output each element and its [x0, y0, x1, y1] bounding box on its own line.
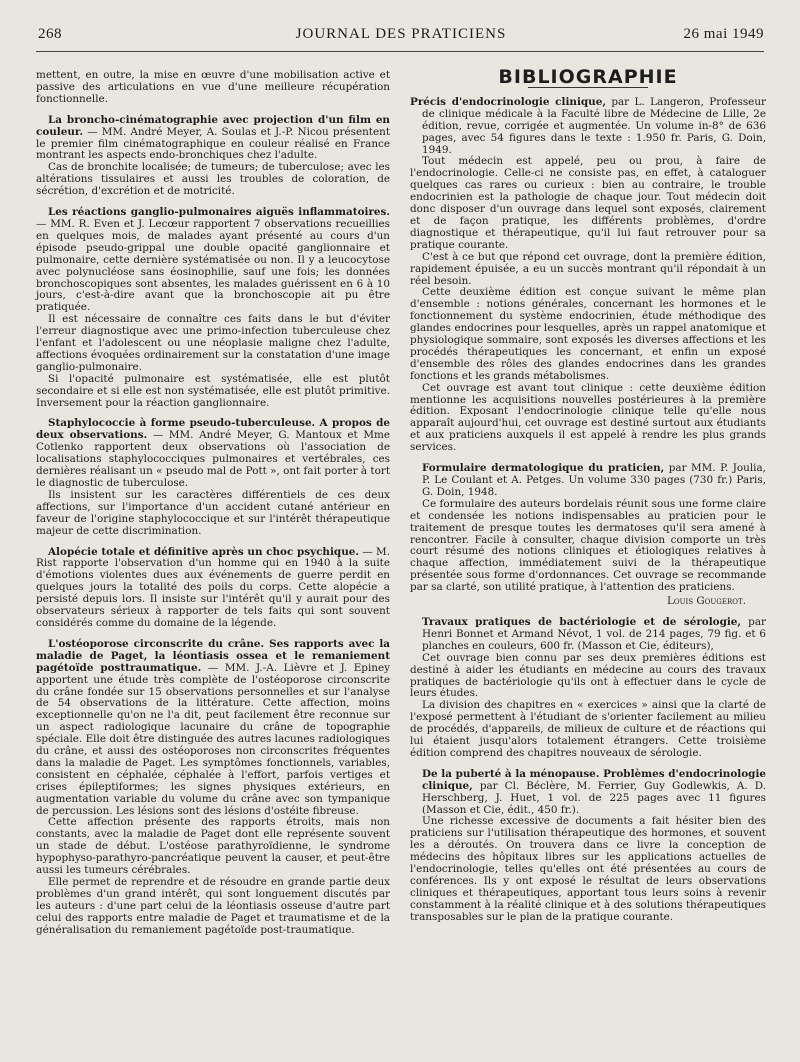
review-paragraph: La division des chapitres en « exercices » ainsi que la clarté de l'exposé permettent à l'étudiant de s'orienter facilement au milieu de procédés, d'appareils, de milieux de culture et de réactions qui lui étaient jusqu'alors totalement étrangers. Cette troisième édition comprend des chapitres nouveaux de sérologie.: [410, 699, 766, 759]
page-number: 268: [38, 26, 62, 42]
section-title: BIBLIOGRAPHIE: [498, 66, 678, 88]
review-paragraph: Cet ouvrage bien connu par ses deux premières éditions est destiné à aider les étudiants en médecine au cours des travaux pratiques de bactériologie qu'ils ont à effectuer dans le cycle de leurs études.: [410, 651, 766, 700]
article-body: — MM. R. Even et J. Lecœur rapportent 7 observations recueillies en quelques mois, de malades ayant présenté au cours d'un épisode pseudo-grippal une double opacité ganglionnaire et pulmonaire, cette dernière systématisée ou non. Il y a leucocytose avec polynucléose sans éosinophilie, sauf une fois; les données bronchoscopiques sont absentes, les malades guérissent en 6 à 10 jours, c'est-à-dire avant que la bronchoscopie ait pu être pratiquée.: [36, 217, 390, 314]
article-paragraph: Elle permet de reprendre et de résoudre en grande partie deux problèmes d'un grand intérêt, qui sont longuement discutés par les auteurs : d'une part celui de la léontiasis osseuse d'autre part celui des rapports entre maladie de Paget et traumatisme et de la généralisation du remaniement pagétoïde post-traumatique.: [36, 876, 390, 936]
review-paragraph: Une richesse excessive de documents a fait hésiter bien des praticiens sur l'utilisation thérapeutique des hormones, et souvent les a déroutés. On trouvera dans ce livre la conception de médecins des hôpitaux libres sur les applications actuelles de l'endocrinologie, telles qu'elles ont été présentées au cours de conférences. Ils y ont exposé le résultat de leurs observations cliniques et thérapeutiques, apportant tous leurs soins à revenir constamment à la réalité clinique et à des solutions thérapeutiques transposables sur le plan de la pratique courante.: [410, 815, 766, 923]
book-title: Formulaire dermatologique du praticien,: [422, 462, 665, 475]
article-title: Staphylococcie à forme pseudo-tuberculeuse. A propos de deux observations.: [36, 417, 390, 442]
bibliography-entry-bacteriologie: [410, 617, 766, 760]
article-title: Alopécie totale et définitive après un choc psychique.: [48, 545, 359, 558]
article-body: — M. Rist rapporte l'observation d'un homme qui en 1940 à la suite d'émotions violentes dues aux événements de guerre perdit en quelques jours la totalité des poils du corps. Cette alopécie a persisté depuis lors. Il insiste sur l'intérêt qu'il y aurait pour des observateurs sérieux à rapporter de tels faits qui sont souvent considérés comme du domaine de la légende.: [36, 545, 390, 629]
review-paragraph: Ce formulaire des auteurs bordelais réunit sous une forme claire et condensée les notions indispensables au praticien pour le traitement de presque toutes les dermatoses qu'il sera amené à rencontrer. Facile à consulter, chaque division comporte un très court résumé des notions cliniques et étiologiques relatives à chaque affection, immédiatement suivi de la thérapeutique présentée sous forme d'ordonnances. Cet ouvrage se recommande par sa clarté, son utilité pratique, à l'attention des praticiens.: [410, 497, 766, 594]
article-paragraph: Cas de bronchite localisée; de tumeurs; de tuberculose; avec les altérations tissulaires et aussi les troubles de coloration, de sécrétion, d'excrétion et de motricité.: [36, 161, 390, 198]
article-title: L'ostéoporose circonscrite du crâne. Ses rapports avec la maladie de Paget, la léontiasis ossea et le remaniement pagétoïde posttraumatique.: [36, 637, 390, 674]
article-title: Les réactions ganglio-pulmonaires aiguës inflammatoires.: [48, 206, 390, 219]
article-staphylococcie: [36, 418, 390, 537]
article-reactions-ganglio-pulmonaires: [36, 207, 390, 409]
article-broncho-cinematographie: [36, 115, 390, 198]
review-paragraph: Cet ouvrage est avant tout clinique : cette deuxième édition mentionne les acquisitions nouvelles postérieures à la première édition. Exposant l'endocrinologie clinique telle qu'elle nous apparaît aujourd'hui, cet ouvrage est destiné surtout aux étudiants et aux praticiens auxquels il est appelé à rendre les plus grands services.: [410, 381, 766, 454]
right-column: [410, 66, 766, 924]
book-reference: par MM. P. Joulia, P. Le Coulant et A. Petges. Un volume 330 pages (730 fr.) Paris, G. Doin, 1948.: [422, 462, 766, 498]
intro-paragraph: mettent, en outre, la mise en œuvre d'une mobilisation active et passive des articulations en vue d'une meilleure récupération fonctionnelle.: [36, 69, 390, 105]
article-paragraph: Ils insistent sur les caractères différentiels de ces deux affections, sur l'importance d'un accident cutané antérieur en faveur de l'origine staphylococcique et sur l'intérêt thérapeutique majeur de cette discrimination.: [36, 488, 390, 537]
article-paragraph: Si l'opacité pulmonaire est systématisée, elle est plutôt secondaire et si elle est non systématisée, elle est plutôt primitive. Inversement pour la réaction ganglionnaire.: [36, 372, 390, 409]
review-paragraph: Cette deuxième édition est conçue suivant le même plan d'ensemble : notions générales, concernant les hormones et le fonctionnement du système endocrinien, étude méthodique des glandes endocrines pour lesquelles, après un rappel anatomique et physiologique sommaire, sont exposés les diverses affections et les procédés thérapeutiques les concernant, et enfin un exposé d'ensemble des rôles des glandes endocrines dans les grandes fonctions et les grands métabolismes.: [410, 286, 766, 382]
book-title: Travaux pratiques de bactériologie et de sérologie,: [422, 615, 742, 628]
article-paragraph: Il est nécessaire de connaître ces faits dans le but d'éviter l'erreur diagnostique avec une primo-infection tuberculeuse chez l'enfant et l'adolescent ou une néoplasie maligne chez l'adulte, affections évoquées ordinairement sur la constatation d'une image ganglio-pulmonaire.: [36, 313, 390, 373]
review-paragraph: Tout médecin est appelé, peu ou prou, à faire de l'endocrinologie. Celle-ci ne consiste pas, en effet, à cataloguer quelques cas rares ou curieux : bien au contraire, le trouble endocrinien est la pathologie de chaque jour. Tout médecin doit donc disposer d'un ouvrage dans lequel sont exposés, clairement et de façon pratique, les différents problèmes, d'ordre diagnostique et thérapeutique, qu'il lui faut retrouver pour sa pratique courante.: [410, 155, 766, 251]
book-title: De la puberté à la ménopause. Problèmes d'endocrinologie clinique,: [422, 767, 766, 792]
issue-date: 26 mai 1949: [683, 26, 764, 42]
bibliography-entry-endocrinologie: [410, 97, 766, 454]
article-title: La broncho-cinématographie avec projection d'un film en couleur.: [36, 113, 390, 138]
article-paragraph: Cette affection présente des rapports étroits, mais non constants, avec la maladie de Paget dont elle représente souvent un stade de début. L'ostéose parathyroïdienne, le syndrome hypophyso-parathyro-pancréatique peuvent la causer, et peut-être aussi les tumeurs cérébrales.: [36, 816, 390, 877]
book-reference: par L. Langeron, Professeur de clinique médicale à la Faculté libre de Médecine de Lille, 2e édition, revue, corrigée et augmentée. Un volume in-8° de 636 pages, avec 54 figures dans le texte : 1.950 fr. Paris, G. Doin, 1949.: [422, 95, 766, 156]
book-reference: par Henri Bonnet et Armand Névot, 1 vol. de 214 pages, 79 fig. et 6 planches en couleurs, 600 fr. (Masson et Cie, éditeurs),: [422, 615, 766, 652]
article-osteoporose: [36, 639, 390, 937]
book-reference: par Cl. Béclère, M. Ferrier, Guy Godlewkis, A. D. Herschberg, J. Huet, 1 vol. de 225 pages avec 11 figures (Masson et Cie, édit., 450 fr.).: [422, 779, 766, 816]
header-rule: [36, 51, 764, 52]
left-column: [36, 70, 390, 937]
article-body: — MM. André Meyer, G. Mantoux et Mme Cotlenko rapportent deux observations où l'association de localisations staphylococciques pulmonaires et vertébrales, ces dernières réalisant un « pseudo mal de Pott », ont fait porter à tort le diagnostic de tuberculose.: [36, 429, 390, 489]
article-alopecie: [36, 547, 390, 630]
journal-title: JOURNAL DES PRATICIENS: [295, 26, 507, 42]
review-signature: Louis Gougerot.: [666, 595, 746, 608]
bibliography-entry-dermatologie: [410, 463, 766, 608]
article-body: — MM. André Meyer, A. Soulas et J.-P. Nicou présentent le premier film cinématographique en couleur réalisé en France montrant les aspects endo-bronchiques chez l'adulte.: [36, 125, 390, 162]
article-body: — MM. J.-A. Lièvre et J. Epiney apportent une étude très complète de l'ostéoporose circonscrite du crâne fondée sur 15 observations personnelles et sur l'analyse de 54 observations de la littérature. Cette affection, moins exceptionnelle qu'on ne l'a dit, peut facilement être reconnue sur un aspect radiologique lacunaire du crâne de topographie spéciale. Elle doit être distinguée des autres lacunes radiologiques du crâne, et aussi des ostéoporoses non circonscrites fréquentes dans la maladie de Paget. Les symptômes fonctionnels, variables, consistent en céphalée, céphalée à l'effort, parfois vertiges et crises épileptiformes; les signes physiques extérieurs, en augmentation variable du volume du crâne avec son tympanique de percussion. Les lésions sont des lésions d'ostéite fibreuse.: [36, 661, 390, 817]
bibliography-entry-puberte-menopause: [410, 769, 766, 924]
page-header: [38, 26, 764, 48]
review-paragraph: C'est à ce but que répond cet ouvrage, dont la première édition, rapidement épuisée, a eu un succès montrant qu'il répondait à un réel besoin.: [410, 250, 766, 287]
book-title: Précis d'endocrinologie clinique,: [410, 95, 606, 108]
